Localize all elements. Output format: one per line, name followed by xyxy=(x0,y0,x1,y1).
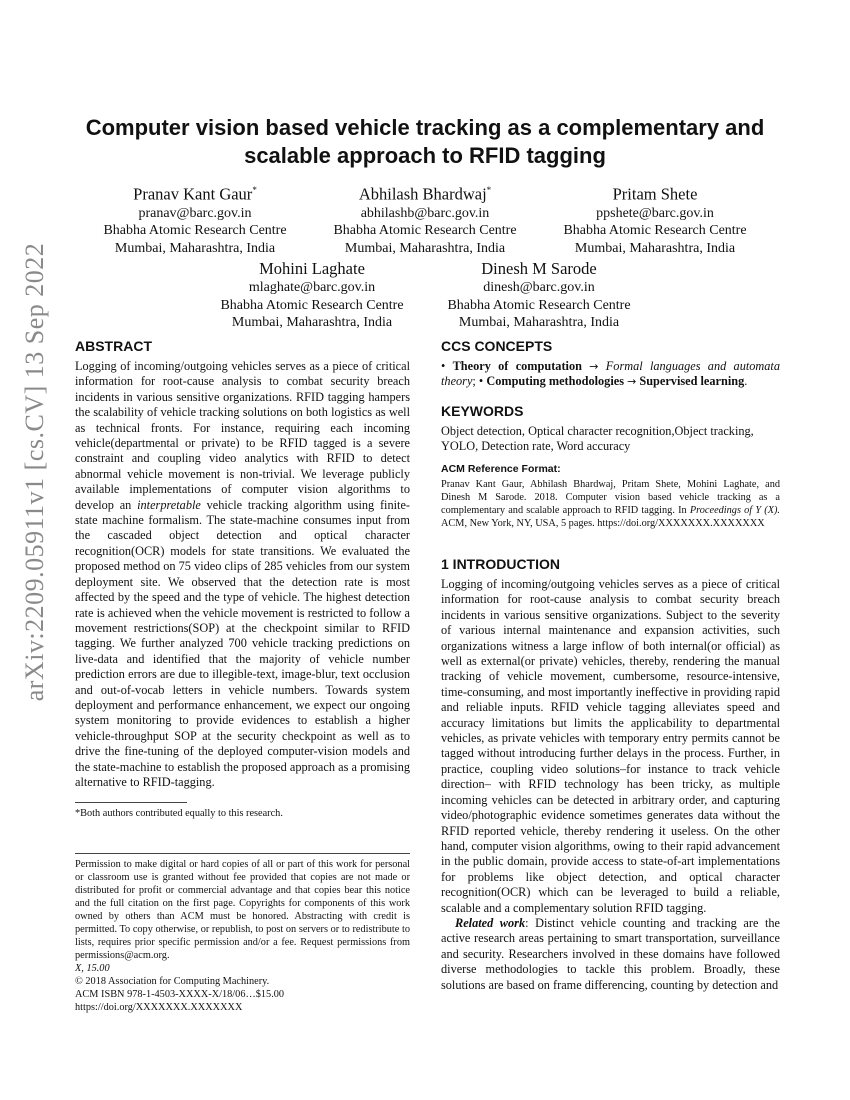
acm-reference-text xyxy=(441,478,780,530)
author-mark: * xyxy=(252,185,257,195)
author-location: Mumbai, Maharashtra, India xyxy=(574,240,736,256)
author-affiliation: Bhabha Atomic Research Centre xyxy=(447,297,631,313)
arrow-icon: → xyxy=(627,375,637,389)
keywords-text: Object detection, Optical character recognition,Object tracking, YOLO, Detection rate, Word accuracy xyxy=(441,424,754,454)
author-block-2 xyxy=(325,180,525,257)
author-affiliation: Bhabha Atomic Research Centre xyxy=(103,223,287,238)
bullet: • xyxy=(441,359,446,373)
author-email[interactable]: abhilashb@barc.gov.in xyxy=(360,205,490,221)
keywords-section xyxy=(441,402,780,455)
author-block-4 xyxy=(212,259,412,332)
isbn-line: ACM ISBN 978-1-4503-XXXX-X/18/06…$15.00 xyxy=(75,989,285,1000)
author-location: Mumbai, Maharashtra, India xyxy=(458,315,620,330)
arxiv-identifier-text: arXiv:2209.05911v1 [cs.CV] 13 Sep 2022 xyxy=(20,242,49,702)
author-location: Mumbai, Maharashtra, India xyxy=(231,315,393,330)
introduction-paragraph-1: Logging of incoming/outgoing vehicles serves as a piece of critical information for root-cause analysis to combat security breach incidents in various sensitive organizations. Subject to the severity of various internal maintenance and expansion activities, such organizations witness a large inflow of both internal(or official) as well as external(or private) vehicles, thereby, rendering the manual tracking of vehicle movement, cumbersome, resource-intensive, time-consuming, and most importantly ineffective in providing rapid and reliable inputs. RFID vehicle tagging alleviates speed and accuracy limitations but limits the applicability to departmental vehicles, as private vehicles with temporary entry permits cannot be tagged without introducing further delays in the process. Further, in practice, coupling video solutions–for instance to track vehicle direction– with RFID technology has been tricky, as multiple incoming vehicles can be detected in arbitrary order, and capturing video/photographic evidence sometimes generates data without the RFID reported vehicle, thereby rendering it useless. On the other hand, computer vision algorithms, owing to their rapid advancement in the public domain, provide access to state-of-art implementations for problems like object detection, and optical character recognition(OCR) which can be leveraged to build a reliable, scalable and a complementary solution RFID tagging. xyxy=(441,577,780,915)
author-email[interactable]: dinesh@barc.gov.in xyxy=(483,280,595,295)
introduction-heading: 1 INTRODUCTION xyxy=(441,556,560,572)
copyright-line: © 2018 Association for Computing Machinery. xyxy=(75,976,270,987)
ccs-subterm: Formal languages and automata theory xyxy=(441,359,780,389)
author-affiliation: Bhabha Atomic Research Centre xyxy=(333,223,517,238)
author-location: Mumbai, Maharashtra, India xyxy=(114,240,276,256)
ccs-heading: CCS CONCEPTS xyxy=(441,338,553,354)
author-block-3 xyxy=(555,180,755,257)
footnote-divider xyxy=(75,802,187,803)
ccs-subterm: Supervised learning xyxy=(639,374,745,389)
author-email[interactable]: mlaghate@barc.gov.in xyxy=(248,280,376,295)
ccs-term: Theory of computation xyxy=(452,359,582,373)
author-block-1 xyxy=(95,180,295,257)
author-mark: * xyxy=(486,185,492,195)
ccs-section xyxy=(441,337,780,390)
abstract-text xyxy=(75,359,410,790)
author-name: Mohini Laghate xyxy=(259,259,365,278)
author-affiliation: Bhabha Atomic Research Centre xyxy=(563,223,747,238)
abstract-emphasis: interpretable xyxy=(137,497,201,512)
venue-line: X, 15.00 xyxy=(75,963,110,974)
author-email[interactable]: ppshete@barc.gov.in xyxy=(596,205,714,221)
abstract-text-part: vehicle tracking algorithm using finite-state machine formalism. The state-machine consumes input from the cascaded object detection and optical character recognition(OCR) models for state transitions. We evaluated the proposed method on 75 video clips of 285 vehicles from our system deployment site. We observed that the detection rate is most affected by the speed and the type of vehicle. The highest detection rate is achieved when the vehicle movement is restricted to follow a movement restrictions(SOP) at the checkpoint similar to RFID tagging. We further analyzed 700 vehicle tracking predictions on live-data and identified that the majority of vehicle number prediction errors are due to illegible-text, image-blur, text occlusion and out-of-vocab letters in vehicle numbers. Towards system deployment and performance enhancement, we expect our ongoing system monitoring to provide evidences to establish a higher vehicle-throughput SOP at the security checkpoint as well as to drive the fine-tuning of the deployed computer-vision models and the state-machine to establish the proposed approach as a promising alternative to RFID-tagging. xyxy=(75,497,411,789)
permission-text: Permission to make digital or hard copies of all or part of this work for personal or classroom use is granted without fee provided that copies are not made or distributed for profit or commercial advantage and that copies bear this notice and the full citation on the first page. Copyrights for components of this work owned by others than ACM must be honored. Abstracting with credit is permitted. To copy otherwise, or republish, to post on servers or to redistribute to lists, requires prior specific permission and/or a fee. Request permissions from permissions@acm.org. xyxy=(75,859,410,961)
abstract-heading: ABSTRACT xyxy=(75,338,152,354)
acm-reference-section xyxy=(441,462,780,530)
related-work-label: Related work xyxy=(455,915,526,930)
doi-line[interactable]: https://doi.org/XXXXXXX.XXXXXXX xyxy=(75,1002,243,1013)
introduction-section xyxy=(441,555,780,993)
acm-reference-part: Pranav Kant Gaur, Abhilash Bhardwaj, Pritam Shete, Mohini Laghate, and Dinesh M Sarode. 2018. Computer vision based vehicle tracking as a complementary and scalable approach to RFID tagging. In xyxy=(441,479,780,516)
author-block-5 xyxy=(439,259,639,332)
author-location: Mumbai, Maharashtra, India xyxy=(344,240,506,256)
related-work-text: : Distinct vehicle counting and tracking are the active research areas pertaining to smart transportation, surveillance and security. Researchers involved in these domains have followed diverse methodologies to tackle this problem. Broadly, these solutions are based on frame differencing, counting by detection and xyxy=(441,915,780,992)
author-name: Pranav Kant Gaur xyxy=(133,184,253,204)
author-name: Abhilash Bhardwaj xyxy=(358,184,487,204)
permission-block xyxy=(75,858,410,1014)
acm-reference-venue: Proceedings of Y (X). xyxy=(689,505,780,516)
introduction-paragraph-2 xyxy=(441,916,780,993)
period: . xyxy=(744,374,748,389)
author-name: Dinesh M Sarode xyxy=(481,259,597,278)
arxiv-identifier xyxy=(8,242,62,702)
bullet: • xyxy=(478,374,484,389)
acm-reference-part: ACM, New York, NY, USA, 5 pages. https://doi.org/XXXXXXX.XXXXXXX xyxy=(441,518,765,529)
author-name: Pritam Shete xyxy=(612,184,698,204)
arrow-icon: → xyxy=(589,360,599,373)
permission-divider xyxy=(75,853,410,854)
ccs-text xyxy=(441,359,780,390)
paper-title: Computer vision based vehicle tracking as a complementary and scalable approach to RFID tagging xyxy=(85,115,765,168)
author-affiliation: Bhabha Atomic Research Centre xyxy=(220,297,404,313)
ccs-term: Computing methodologies xyxy=(486,374,624,389)
footnote xyxy=(75,807,410,820)
separator: ; xyxy=(472,374,476,389)
keywords-heading: KEYWORDS xyxy=(441,403,524,419)
author-email[interactable]: pranav@barc.gov.in xyxy=(138,205,252,221)
acm-reference-heading: ACM Reference Format: xyxy=(441,463,561,475)
abstract-text-part: Logging of incoming/outgoing vehicles serves as a piece of critical information for root-cause analysis to combat security breach incidents in various sensitive organizations. RFID tagging hampers the scalability of vehicle tracking solutions on both logistics as well as technical fronts. For instance, requiring each incoming vehicle(departmental or private) to be RFID tagged is a severe constraint and coupling video analytics with RFID to detect abnormal vehicle movement is non-trivial. We leverage publicly available implementations of computer vision algorithms to develop an xyxy=(75,359,410,512)
footnote-text: *Both authors contributed equally to this research. xyxy=(75,808,283,819)
abstract-section xyxy=(75,337,410,790)
